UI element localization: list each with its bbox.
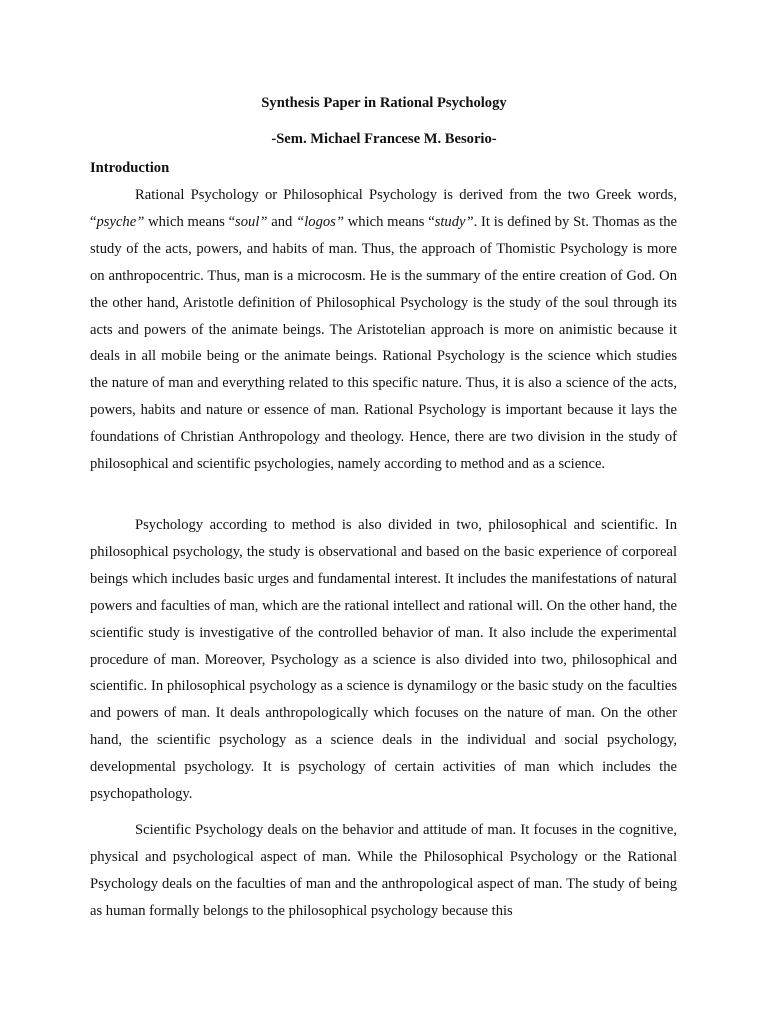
term-study: study” bbox=[434, 213, 474, 230]
paragraph-1-text-b: which means “ bbox=[144, 213, 236, 230]
paragraph-1 bbox=[90, 182, 677, 478]
paragraph-1-text-d: which means “ bbox=[343, 213, 435, 230]
section-heading-introduction: Introduction bbox=[90, 160, 170, 176]
paragraph-1-text-c: and bbox=[267, 213, 297, 230]
term-soul: soul” bbox=[235, 213, 268, 230]
paragraph-3 bbox=[90, 817, 677, 925]
term-logos: “logos” bbox=[296, 213, 344, 230]
paragraph-2-text: Psychology according to method is also divided in two, philosophical and scientific. In philosophical psychology, the study is observational and based on the basic experience of corporeal beings which includes basic urges and fundamental interest. It includes the manifestations of natural powers and faculties of man, which are the rational intellect and rational will. On the other hand, the scientific study is investigative of the controlled behavior of man. It also include the experimental procedure of man. Moreover, Psychology as a science is also divided into two, philosophical and scientific. In philosophical psychology as a science is dynamilogy or the basic study on the faculties and powers of man. It deals anthropologically which focuses on the nature of man. On the other hand, the scientific psychology as a science deals in the individual and social psychology, developmental psychology. It is psychology of certain activities of man which includes the psychopathology. bbox=[90, 517, 677, 803]
paragraph-2 bbox=[90, 512, 677, 808]
document-author: -Sem. Michael Francese M. Besorio- bbox=[271, 131, 497, 147]
document-title: Synthesis Paper in Rational Psychology bbox=[261, 95, 507, 111]
paragraph-1-text-a: Rational Psychology or Philosophical Psychology is derived from the two Greek words, “ bbox=[90, 187, 677, 230]
term-psyche: psyche” bbox=[96, 213, 145, 230]
paragraph-1-text-e: . It is defined by St. Thomas as the study of the acts, powers, and habits of man. Thus, the approach of Thomistic Psychology is more on anthropocentric. Thus, man is a microcosm. He is the summary of the entire creation of God. On the other hand, Aristotle definition of Philosophical Psychology is the study of the soul through its acts and powers of the animate beings. The Aristotelian approach is more on animistic because it deals in all mobile being or the animate beings. Rational Psychology is the science which studies the nature of man and everything related to this specific nature. Thus, it is also a science of the acts, powers, habits and nature or essence of man. Rational Psychology is important because it lays the foundations of Christian Anthropology and theology. Hence, there are two division in the study of philosophical and scientific psychologies, namely according to method and as a science. bbox=[90, 213, 677, 473]
paragraph-3-text: Scientific Psychology deals on the behavior and attitude of man. It focuses in the cognitive, physical and psychological aspect of man. While the Philosophical Psychology or the Rational Psychology deals on the faculties of man and the anthropological aspect of man. The study of being as human formally belongs to the philosophical psychology because this bbox=[90, 822, 677, 919]
